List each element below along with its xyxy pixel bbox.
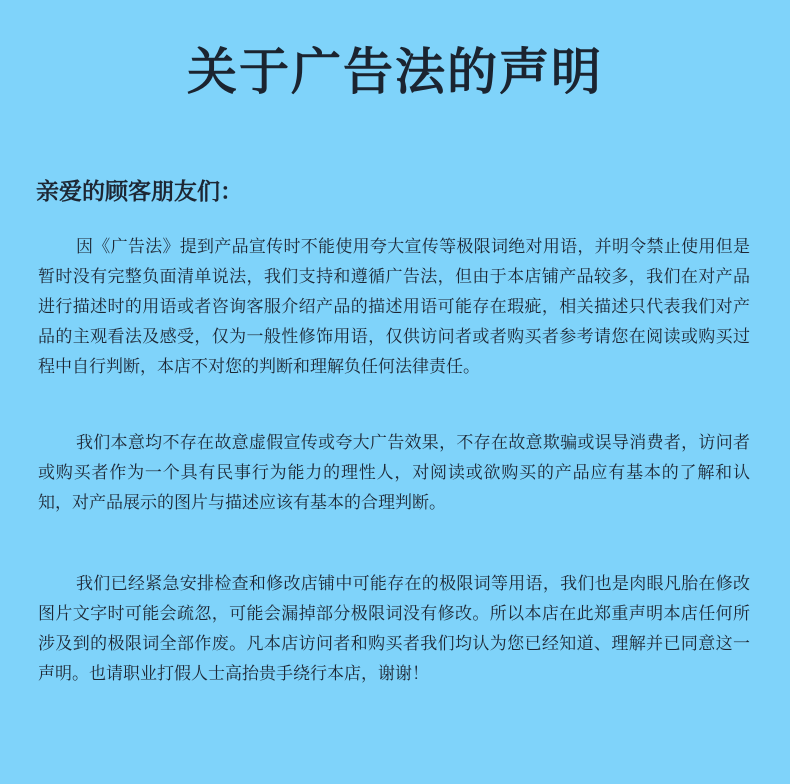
paragraph-3: 我们已经紧急安排检查和修改店铺中可能存在的极限词等用语，我们也是肉眼凡胎在修改图片文字时可能会疏忽，可能会漏掉部分极限词没有修改。所以本店在此郑重声明本店任何所涉及到的极限词全部作废。凡本店访问者和购买者我们均认为您已经知道、理解并已同意这一声明。也请职业打假人士高抬贵手绕行本店，谢谢！ [38,574,750,684]
paragraph-2: 我们本意均不存在故意虚假宣传或夸大广告效果，不存在故意欺骗或误导消费者，访问者或购买者作为一个具有民事行为能力的理性人，对阅读或欲购买的产品应有基本的了解和认知，对产品展示的图片与描述应该有基本的合理判断。 [38,433,750,513]
greeting: 亲爱的顾客朋友们： [36,179,243,205]
page-title: 关于广告法的声明 [187,43,603,101]
paragraph-1: 因《广告法》提到产品宣传时不能使用夸大宣传等极限词绝对用语，并明令禁止使用但是暂时没有完整负面清单说法，我们支持和遵循广告法，但由于本店铺产品较多，我们在对产品进行描述时的用语或者咨询客服介绍产品的描述用语可能存在瑕疵，相关描述只代表我们对产品的主观看法及感受，仅为一般性修饰用语，仅供访问者或者购买者参考请您在阅读或购买过程中自行判断，本店不对您的判断和理解负任何法律责任。 [38,237,750,377]
